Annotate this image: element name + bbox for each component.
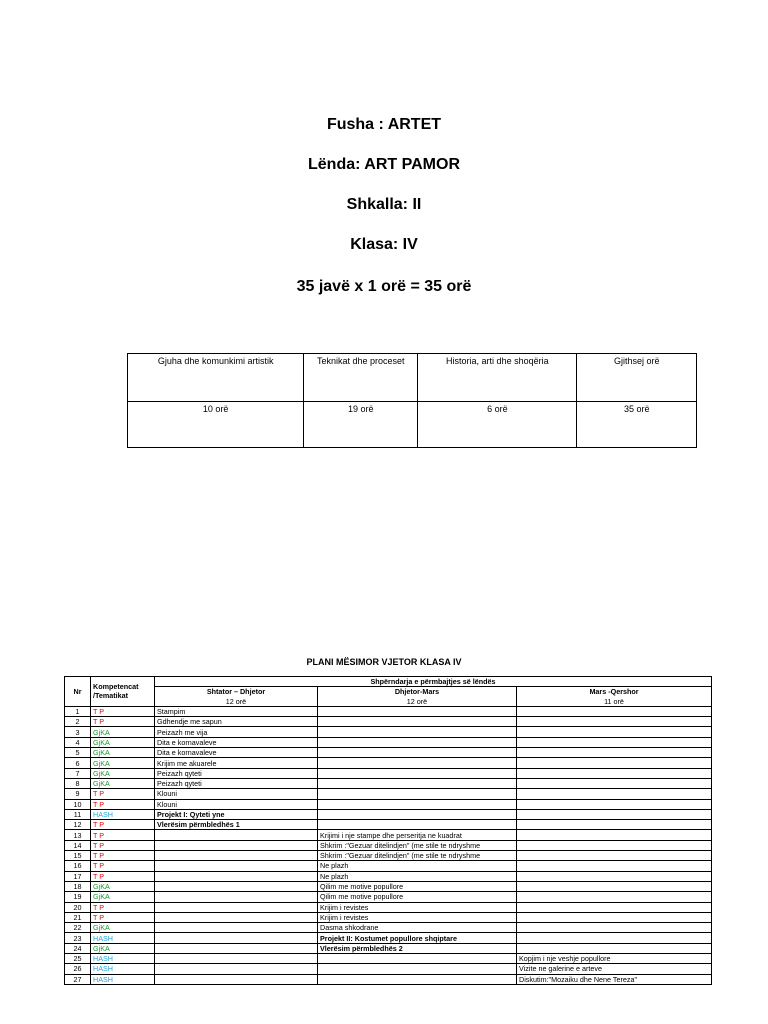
row-period-3 (517, 717, 712, 727)
row-competence: T P (91, 799, 155, 809)
table-row (65, 912, 712, 922)
row-period-1 (155, 902, 318, 912)
row-period-1 (155, 954, 318, 964)
row-competence: HASH (91, 809, 155, 819)
row-period-3 (517, 727, 712, 737)
row-period-1 (155, 933, 318, 943)
competence-header: Kompetencat /Tematikat (91, 677, 155, 707)
row-period-3 (517, 933, 712, 943)
row-period-1 (155, 830, 318, 840)
row-period-1: Gdhendje me sapun (155, 717, 318, 727)
row-period-2 (318, 799, 517, 809)
row-competence: T P (91, 840, 155, 850)
row-period-3 (517, 778, 712, 788)
row-period-1 (155, 861, 318, 871)
row-competence: HASH (91, 964, 155, 974)
row-competence: GjKA (91, 737, 155, 747)
row-number: 19 (65, 892, 91, 902)
row-period-3 (517, 912, 712, 922)
hours-title: 35 javë x 1 orë = 35 orë (296, 278, 472, 295)
row-number: 26 (65, 964, 91, 974)
row-competence: T P (91, 851, 155, 861)
summary-value-cell: 19 orë (304, 402, 418, 448)
period-2-name: Dhjetor-Mars (318, 687, 517, 697)
field-title: Fusha : ARTET (326, 116, 442, 133)
row-period-1: Stampim (155, 706, 318, 716)
summary-header-row (128, 354, 697, 402)
summary-value-cell: 10 orë (128, 402, 304, 448)
table-row (65, 768, 712, 778)
row-period-2: Shkrim :"Gezuar ditelindjen" (me stile te ndryshme (318, 851, 517, 861)
row-period-1: Peizazh me vija (155, 727, 318, 737)
row-number: 22 (65, 923, 91, 933)
table-row (65, 799, 712, 809)
row-competence: T P (91, 861, 155, 871)
table-row (65, 748, 712, 758)
row-period-1 (155, 881, 318, 891)
row-competence: T P (91, 912, 155, 922)
row-period-3 (517, 830, 712, 840)
row-period-2: Shkrim :"Gezuar ditelindjen" (me stile te ndryshme (318, 840, 517, 850)
row-competence: GjKA (91, 748, 155, 758)
row-number: 25 (65, 954, 91, 964)
row-number: 18 (65, 881, 91, 891)
period-hours-row (65, 697, 712, 707)
row-period-1 (155, 912, 318, 922)
row-period-3 (517, 943, 712, 953)
row-number: 5 (65, 748, 91, 758)
period-3-hours: 11 orë (517, 697, 712, 707)
row-number: 13 (65, 830, 91, 840)
table-row (65, 974, 712, 984)
row-period-3 (517, 861, 712, 871)
row-period-2 (318, 974, 517, 984)
row-competence: T P (91, 717, 155, 727)
row-competence: T P (91, 820, 155, 830)
distribution-header: Shpërndarja e përmbajtjes së lëndës (155, 677, 712, 687)
row-period-3 (517, 809, 712, 819)
row-period-3 (517, 706, 712, 716)
summary-table (127, 353, 697, 448)
table-row (65, 778, 712, 788)
summary-header-cell: Gjuha dhe komunkimi artistik (128, 354, 304, 402)
row-period-2 (318, 748, 517, 758)
row-period-2 (318, 778, 517, 788)
row-number: 21 (65, 912, 91, 922)
row-period-1 (155, 974, 318, 984)
period-1-name: Shtator – Dhjetor (155, 687, 318, 697)
row-period-3 (517, 902, 712, 912)
period-3-name: Mars -Qershor (517, 687, 712, 697)
row-period-1: Krijim me akuarele (155, 758, 318, 768)
row-period-1 (155, 892, 318, 902)
row-competence: GjKA (91, 923, 155, 933)
row-number: 7 (65, 768, 91, 778)
row-period-2 (318, 758, 517, 768)
table-row (65, 809, 712, 819)
summary-header-cell: Gjithsej orë (577, 354, 697, 402)
row-period-3: Vizite ne galerine e arteve (517, 964, 712, 974)
table-row (65, 820, 712, 830)
row-period-3 (517, 892, 712, 902)
row-period-1 (155, 923, 318, 933)
period-1-hours: 12 orë (155, 697, 318, 707)
row-period-2: Qilim me motive popullore (318, 881, 517, 891)
nr-header: Nr (65, 677, 91, 707)
row-competence: GjKA (91, 727, 155, 737)
row-competence: HASH (91, 933, 155, 943)
table-row (65, 943, 712, 953)
row-competence: GjKA (91, 881, 155, 891)
row-period-3: Diskutim:"Mozaiku dhe Nene Tereza" (517, 974, 712, 984)
row-period-2: Qilim me motive popullore (318, 892, 517, 902)
row-competence: HASH (91, 954, 155, 964)
row-number: 14 (65, 840, 91, 850)
table-row (65, 923, 712, 933)
period-name-row (65, 687, 712, 697)
row-period-3 (517, 789, 712, 799)
row-number: 16 (65, 861, 91, 871)
row-number: 4 (65, 737, 91, 747)
row-period-3: Kopjim i nje veshje popullore (517, 954, 712, 964)
table-row (65, 881, 712, 891)
row-period-3 (517, 820, 712, 830)
row-number: 11 (65, 809, 91, 819)
row-period-2: Vlerësim përmbledhës 2 (318, 943, 517, 953)
plan-header-row (65, 677, 712, 687)
row-period-3 (517, 840, 712, 850)
row-number: 8 (65, 778, 91, 788)
table-row (65, 717, 712, 727)
row-period-2 (318, 789, 517, 799)
row-period-1: Peizazh qyteti (155, 778, 318, 788)
row-period-3 (517, 871, 712, 881)
row-number: 2 (65, 717, 91, 727)
row-period-1 (155, 871, 318, 881)
row-competence: HASH (91, 974, 155, 984)
row-period-2: Krijimi i nje stampe dhe perseritja ne kuadrat (318, 830, 517, 840)
row-competence: GjKA (91, 778, 155, 788)
summary-value-cell: 6 orë (418, 402, 577, 448)
summary-header-cell: Teknikat dhe proceset (304, 354, 418, 402)
table-row (65, 954, 712, 964)
row-period-2 (318, 768, 517, 778)
row-period-1: Peizazh qyteti (155, 768, 318, 778)
row-period-3 (517, 768, 712, 778)
table-row (65, 861, 712, 871)
row-competence: GjKA (91, 768, 155, 778)
row-competence: T P (91, 902, 155, 912)
row-period-1: Vlerësim përmbledhës 1 (155, 820, 318, 830)
row-competence: GjKA (91, 892, 155, 902)
row-number: 17 (65, 871, 91, 881)
row-number: 10 (65, 799, 91, 809)
row-period-1 (155, 964, 318, 974)
row-period-1: Projekt I: Qyteti yne (155, 809, 318, 819)
subject-title: Lënda: ART PAMOR (308, 156, 460, 173)
row-number: 12 (65, 820, 91, 830)
row-period-1 (155, 840, 318, 850)
row-number: 9 (65, 789, 91, 799)
row-period-2: Ne plazh (318, 861, 517, 871)
row-number: 27 (65, 974, 91, 984)
row-competence: GjKA (91, 758, 155, 768)
class-title: Klasa: IV (350, 236, 418, 253)
table-row (65, 758, 712, 768)
table-row (65, 933, 712, 943)
summary-value-row (128, 402, 697, 448)
row-competence: T P (91, 706, 155, 716)
table-row (65, 871, 712, 881)
row-period-2 (318, 809, 517, 819)
table-row (65, 840, 712, 850)
row-period-2 (318, 737, 517, 747)
row-period-3 (517, 851, 712, 861)
row-period-3 (517, 881, 712, 891)
row-competence: T P (91, 871, 155, 881)
level-title: Shkalla: II (346, 196, 422, 213)
row-competence: T P (91, 789, 155, 799)
row-period-3 (517, 748, 712, 758)
table-row (65, 789, 712, 799)
annual-plan-table (64, 676, 712, 985)
plan-title: PLANI MËSIMOR VJETOR KLASA IV (306, 657, 462, 667)
row-period-2: Krijim i revistes (318, 912, 517, 922)
row-period-1: Dita e kornavaleve (155, 737, 318, 747)
row-number: 23 (65, 933, 91, 943)
row-period-3 (517, 737, 712, 747)
row-competence: GjKA (91, 943, 155, 953)
table-row (65, 851, 712, 861)
summary-header-cell: Historia, arti dhe shoqëria (418, 354, 577, 402)
table-row (65, 737, 712, 747)
table-row (65, 727, 712, 737)
row-period-1 (155, 851, 318, 861)
row-period-2: Projekt II: Kostumet popullore shqiptare (318, 933, 517, 943)
period-2-hours: 12 orë (318, 697, 517, 707)
row-period-2 (318, 954, 517, 964)
table-row (65, 892, 712, 902)
table-row (65, 964, 712, 974)
row-period-2: Ne plazh (318, 871, 517, 881)
row-period-2: Krijim i revistes (318, 902, 517, 912)
row-period-3 (517, 923, 712, 933)
row-period-2 (318, 706, 517, 716)
table-row (65, 902, 712, 912)
row-period-1: Klouni (155, 789, 318, 799)
row-number: 24 (65, 943, 91, 953)
row-number: 6 (65, 758, 91, 768)
table-row (65, 706, 712, 716)
row-period-2 (318, 717, 517, 727)
row-period-2 (318, 964, 517, 974)
row-period-2 (318, 820, 517, 830)
row-period-1: Dita e kornavaleve (155, 748, 318, 758)
row-number: 20 (65, 902, 91, 912)
row-period-1 (155, 943, 318, 953)
row-number: 1 (65, 706, 91, 716)
summary-value-cell: 35 orë (577, 402, 697, 448)
row-period-1: Klouni (155, 799, 318, 809)
row-number: 15 (65, 851, 91, 861)
table-row (65, 830, 712, 840)
row-competence: T P (91, 830, 155, 840)
row-period-3 (517, 758, 712, 768)
plan-body (65, 706, 712, 984)
row-number: 3 (65, 727, 91, 737)
row-period-3 (517, 799, 712, 809)
row-period-2 (318, 727, 517, 737)
row-period-2: Dasma shkodrane (318, 923, 517, 933)
